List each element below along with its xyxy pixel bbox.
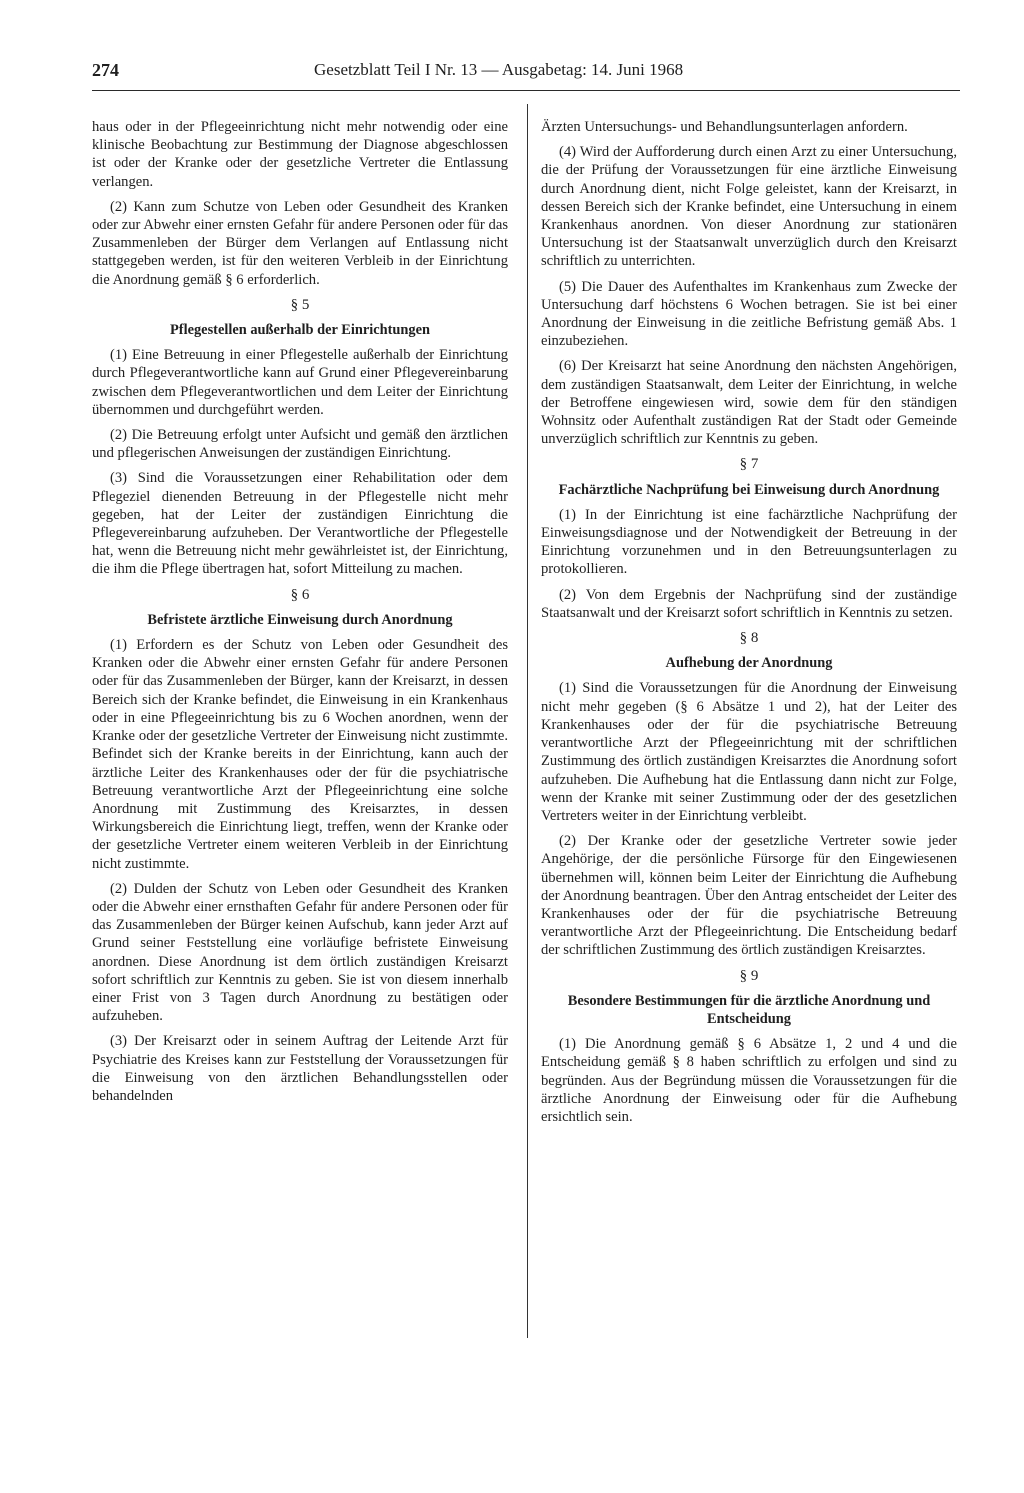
paragraph: (6) Der Kreisarzt hat seine Anordnung den nächsten Angehörigen, dem zuständigen Staatsanwalt, dem Leiter der Einrichtung, in welche der Betroffene eingewiesen wird, sowie dem für den ständigen Wohnsitz oder Aufenthalt zuständigen Rat der Stadt oder Gemeinde unverzüglich schriftlich zur Kenntnis zu geben.	[541, 358, 957, 448]
paragraph: (1) Eine Betreuung in einer Pflegestelle außerhalb der Einrichtung durch Pflegeverantwortliche kann auf Grund einer Pflegevereinbarung zwischen dem Pflegeverantwortlichen und dem Leiter der Einrichtung übernommen und durchgeführt werden.	[92, 347, 508, 418]
paragraph: (1) In der Einrichtung ist eine fachärztliche Nachprüfung der Einweisungsdiagnose und der Notwendigkeit der Betreuung in der Einrichtung vorzunehmen und in den Betreuungsunterlagen zu protokollieren.	[541, 506, 957, 578]
paragraph: Ärzten Untersuchungs- und Behandlungsunterlagen anfordern.	[541, 119, 908, 135]
section-title: Aufhebung der Anordnung	[665, 655, 833, 672]
paragraph: haus oder in der Pflegeeinrichtung nicht mehr notwendig oder eine klinische Beobachtung zur Bestimmung der Diagnose abgeschlossen ist oder der Kranke oder der gesetzliche Vertreter die Entlassung verlangen.	[92, 119, 508, 190]
paragraph: (1) Die Anordnung gemäß § 6 Absätze 1, 2 und 4 und die Entscheidung gemäß § 8 haben schriftlich zu erfolgen und sind zu begründen. Aus der Begründung müssen die Voraussetzungen für die ärztliche Anordnung der Einweisung oder für die Aufhebung ersichtlich sein.	[541, 1036, 957, 1125]
section-title: Befristete ärztliche Einweisung durch Anordnung	[147, 611, 453, 628]
section-number: § 9	[739, 967, 759, 984]
page-header	[92, 60, 960, 86]
paragraph: (3) Sind die Voraussetzungen einer Rehabilitation oder dem Pflegeziel dienenden Betreuung in der Pflegestelle nicht mehr gegeben, hat der Leiter der zuständigen Einrichtung die Pflegevereinbarung aufzuheben. Der Verantwortliche der Pflegestelle hat, wenn die Betreuung nicht mehr gewährleistet ist, der Einrichtung, die ihm die Pflege übertragen hat, sofort Mitteilung zu machen.	[92, 470, 508, 578]
paragraph: (2) Die Betreuung erfolgt unter Aufsicht und gemäß den ärztlichen und pflegerischen Anweisungen der zuständigen Einrichtung.	[92, 427, 508, 462]
section-title: Pflegestellen außerhalb der Einrichtungen	[170, 322, 430, 339]
paragraph: (2) Dulden der Schutz von Leben oder Gesundheit des Kranken oder die Abwehr einer ernsthaften Gefahr für andere Personen oder für das Zusammenleben der Bürger keinen Aufschub, kann jeder Arzt auf Grund seiner Feststellung eine vorläufige befristete Einweisung anordnen. Diese Anordnung ist dem örtlich zuständigen Kreisarzt sofort schriftlich zur Kenntnis zu geben. Sie ist von diesem innerhalb einer Frist von 3 Tagen durch Anordnung zu bestätigen oder aufzuheben.	[92, 880, 508, 1025]
paragraph: (5) Die Dauer des Aufenthaltes im Krankenhaus zum Zwecke der Untersuchung darf höchstens 6 Wochen betragen. Sie ist bei einer Anordnung der Einweisung in die zeitliche Befristung gemäß Abs. 1 einzubeziehen.	[541, 278, 957, 350]
section-number: § 5	[290, 296, 310, 313]
left-column	[92, 118, 508, 1112]
section-title: Besondere Bestimmungen für die ärztliche Anordnung und Entscheidung	[567, 992, 931, 1027]
paragraph: (2) Von dem Ergebnis der Nachprüfung sind der zuständige Staatsanwalt und der Kreisarzt sofort schriftlich in Kenntnis zu setzen.	[541, 586, 957, 621]
section-title: Fachärztliche Nachprüfung bei Einweisung durch Anordnung	[558, 481, 940, 498]
paragraph: (2) Der Kranke oder der gesetzliche Vertreter sowie jeder Angehörige, der die persönliche Fürsorge für den Eingewiesenen übernehmen will, können beim Leiter der Einrichtung die Aufhebung der Anordnung beantragen. Über den Antrag entscheidet der Leiter des Krankenhauses oder der für die psychiatrische Betreuung verantwortliche Arzt der Pflegeeinrichtung. Die Entscheidung bedarf der schriftlichen Zustimmung des örtlich zuständigen Kreisarztes.	[541, 833, 957, 959]
section-number: § 6	[290, 586, 310, 603]
column-divider	[527, 104, 528, 1338]
header-rule	[92, 90, 960, 91]
paragraph: (3) Der Kreisarzt oder in seinem Auftrag der Leitende Arzt für Psychiatrie des Kreises kann zur Feststellung der Voraussetzungen für die Einweisung von den ärztlichen Behandlungsstellen oder behandelnden	[92, 1033, 508, 1104]
header-title: Gesetzblatt Teil I Nr. 13 — Ausgabetag: 14. Juni 1968	[314, 60, 684, 79]
paragraph: (2) Kann zum Schutze von Leben oder Gesundheit des Kranken oder zur Abwehr einer ernsten Gefahr für andere Personen oder für das Zusammenleben der Bürger dem Verlangen auf Entlassung nicht stattgegeben werden, ist für den weiteren Verbleib in der Einrichtung die Anordnung gemäß § 6 erforderlich.	[92, 198, 508, 288]
page-number: 274	[92, 60, 119, 80]
paragraph: (1) Sind die Voraussetzungen für die Anordnung der Einweisung nicht mehr gegeben (§ 6 Absätze 1 und 2), hat der Leiter des Krankenhauses oder der für die psychiatrische Betreuung verantwortliche Arzt der Pflegeeinrichtung mit der schriftlichen Zustimmung des örtlich zuständigen Kreisarztes die Anordnung sofort aufzuheben. Die Aufhebung hat die Entlassung dann nicht zur Folge, wenn der Kranke mit seiner Zustimmung oder der des gesetzlichen Vertreters weiter in der Einrichtung verbleibt.	[541, 680, 957, 824]
right-column	[541, 118, 957, 1133]
paragraph: (1) Erfordern es der Schutz von Leben oder Gesundheit des Kranken oder die Abwehr einer ernsten Gefahr für andere Personen oder für das Zusammenleben der Bürger, kann der Kreisarzt, in dessen Bereich sich der Kranke befindet, die Einweisung in ein Krankenhaus oder in eine Pflegeeinrichtung bis zu 6 Wochen anordnen, wenn der Kranke oder der gesetzliche Vertreter der Einweisung nicht zustimmte. Befindet sich der Kranke bereits in der Einrichtung, kann auch der ärztliche Leiter des Krankenhauses oder der für die psychiatrische Betreuung verantwortliche Arzt der Pflegeeinrichtung eine solche Anordnung mit Zustimmung des Kreisarztes, in dessen Wirkungsbereich die Einrichtung liegt, treffen, wenn der Kranke oder der gesetzliche Vertreter einem weiteren Verbleib in der Einrichtung nicht zustimmte.	[92, 637, 508, 872]
section-number: § 7	[739, 456, 759, 473]
paragraph: (4) Wird der Aufforderung durch einen Arzt zu einer Untersuchung, die der Prüfung der Voraussetzungen für eine ärztliche Einweisung durch Anordnung dient, nicht Folge geleistet, kann der Kreisarzt, in dessen Bereich sich der Kranke befindet, eine Untersuchung in einem Krankenhaus anordnen. Von dieser Anordnung zur stationären Untersuchung ist der Staatsanwalt unverzüglich durch den Kreisarzt schriftlich zu unterrichten.	[541, 144, 957, 270]
section-number: § 8	[739, 630, 759, 647]
